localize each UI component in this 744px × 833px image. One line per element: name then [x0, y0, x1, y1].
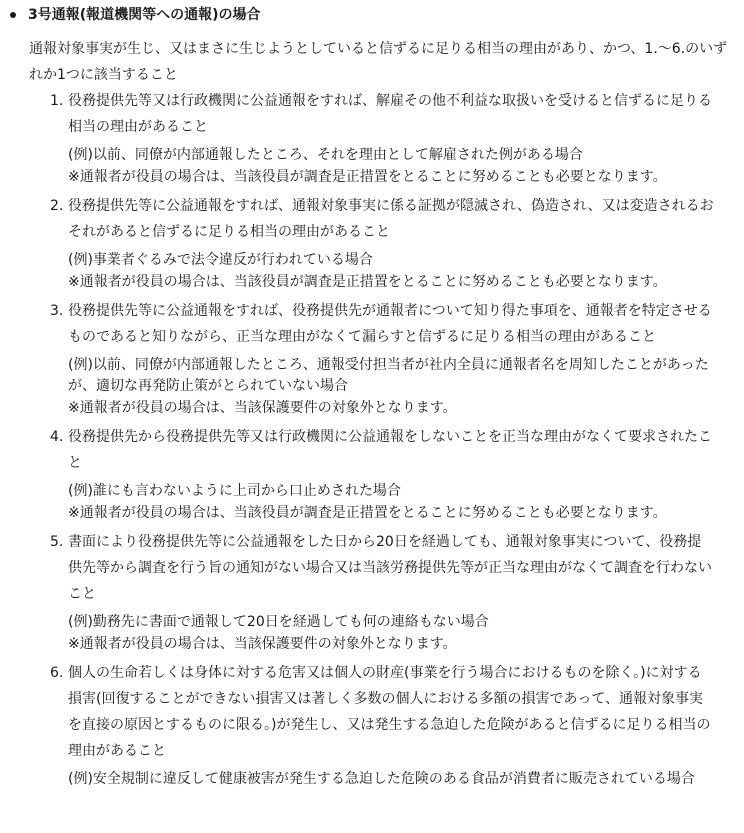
item-note: ※通報者が役員の場合は、当該役員が調査是正措置をとることに努めることも必要となります。: [68, 169, 667, 185]
item-note: ※通報者が役員の場合は、当該役員が調査是正措置をとることに努めることも必要となります。: [68, 274, 667, 290]
item-text: 書面により役務提供先等に公益通報をした日から20日を経過しても、通報対象事実について、役務提供先等から調査を行う旨の通知がない場合又は当該労務提供先等が正当な理由がなくて調査を行わないこと: [68, 534, 712, 602]
item-example: (例)以前、同僚が内部通報したところ、それを理由として解雇された例がある場合: [68, 147, 583, 163]
item-text: 役務提供先から役務提供先等又は行政機関に公益通報をしないことを正当な理由がなくて要求されたこと: [68, 429, 712, 471]
list-item: [0, 660, 714, 790]
condition-list: [0, 88, 744, 794]
item-example: (例)勤務先に書面で通報して20日を経過しても何の連絡もない場合: [68, 614, 489, 630]
item-example: (例)安全規制に違反して健康被害が発生する急迫した危険のある食品が消費者に販売されている場合: [68, 771, 695, 787]
item-note: ※通報者が役員の場合は、当該保護要件の対象外となります。: [68, 400, 457, 416]
item-example: (例)誰にも言わないように上司から口止めされた場合: [68, 483, 401, 499]
item-text: 役務提供先等に公益通報をすれば、役務提供先が通報者について知り得た事項を、通報者を特定させるものであると知りながら、正当な理由がなくて漏らすと信ずるに足りる相当の理由があること: [68, 303, 712, 345]
item-example: (例)事業者ぐるみで法令違反が行われている場合: [68, 252, 373, 268]
item-example: (例)以前、同僚が内部通報したところ、通報受付担当者が社内全員に通報者名を周知したことがあったが、適切な再発防止策がとられていない場合: [68, 357, 709, 394]
section-intro: 通報対象事実が生じ、又はまさに生じようとしていると信ずるに足りる相当の理由があり、かつ、1.～6.のいずれか1つに該当すること: [29, 41, 728, 83]
item-number: 5.: [50, 534, 64, 550]
list-item: [0, 529, 714, 656]
item-number: 2.: [50, 198, 64, 214]
item-note: ※通報者が役員の場合は、当該保護要件の対象外となります。: [68, 636, 457, 652]
list-item: [0, 424, 714, 525]
list-item: [0, 298, 714, 420]
list-item: [0, 88, 714, 189]
item-note: ※通報者が役員の場合は、当該役員が調査是正措置をとることに努めることも必要となります。: [68, 505, 667, 521]
section-heading-row: [10, 4, 261, 26]
bullet-icon: [10, 12, 16, 18]
item-text: 個人の生命若しくは身体に対する危害又は個人の財産(事業を行う場合におけるものを除く。)に対する損害(回復することができない損害又は著しく多数の個人における多額の損害であって、通報対象事実を直接の原因とするものに限る。)が発生し、又は発生する急迫した危険があると信ずるに足りる相当の理由があること: [68, 665, 711, 759]
item-number: 4.: [50, 429, 64, 445]
item-text: 役務提供先等に公益通報をすれば、通報対象事実に係る証拠が隠滅され、偽造され、又は変造されるおそれがあると信ずるに足りる相当の理由があること: [68, 198, 714, 240]
item-number: 1.: [50, 93, 64, 109]
item-number: 3.: [50, 303, 64, 319]
list-item: [0, 193, 714, 294]
item-number: 6.: [50, 665, 64, 681]
item-text: 役務提供先等又は行政機関に公益通報をすれば、解雇その他不利益な取扱いを受けると信ずるに足りる相当の理由があること: [68, 93, 712, 135]
section-heading: 3号通報(報道機関等への通報)の場合: [28, 7, 261, 23]
